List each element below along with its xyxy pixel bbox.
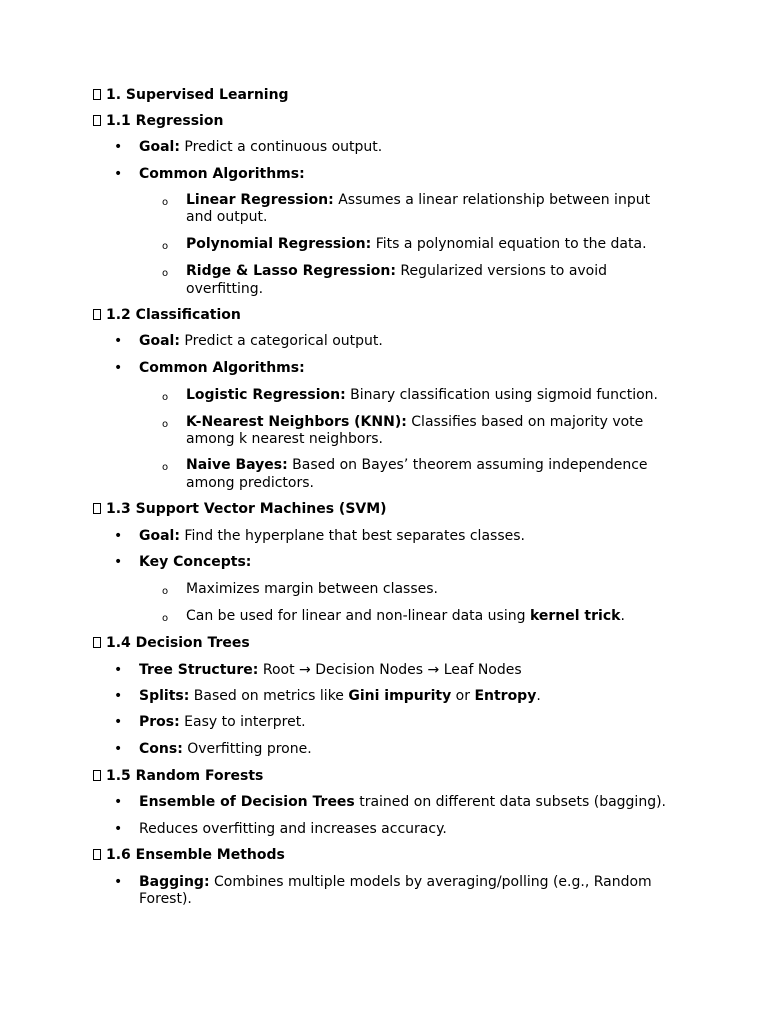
section-heading: 1.6 Ensemble Methods bbox=[93, 847, 285, 864]
missing-glyph-icon bbox=[93, 309, 101, 320]
list-item: Linear Regression: Assumes a linear relationship between input bbox=[186, 192, 651, 208]
missing-glyph-icon bbox=[93, 849, 101, 860]
list-item: K-Nearest Neighbors (KNN): Classifies based on majority vote bbox=[186, 414, 644, 430]
list-item-continuation: Forest). bbox=[139, 891, 192, 907]
bullet-icon bbox=[114, 741, 122, 758]
sub-bullet-icon bbox=[162, 610, 168, 627]
bullet-icon bbox=[114, 794, 122, 811]
list-item: Goal: Predict a categorical output. bbox=[139, 333, 383, 349]
bullet-icon bbox=[114, 874, 122, 891]
list-item: Ensemble of Decision Trees trained on different data subsets (bagging). bbox=[139, 794, 666, 810]
bullet-icon bbox=[114, 688, 122, 705]
list-item: Cons: Overfitting prone. bbox=[139, 741, 312, 757]
missing-glyph-icon bbox=[93, 770, 101, 781]
list-item: Common Algorithms: bbox=[139, 166, 305, 182]
bullet-icon bbox=[114, 333, 122, 350]
bullet-icon bbox=[114, 821, 122, 838]
section-heading: 1.1 Regression bbox=[93, 113, 223, 130]
list-item: Ridge & Lasso Regression: Regularized versions to avoid bbox=[186, 263, 608, 279]
list-item: Goal: Predict a continuous output. bbox=[139, 139, 383, 155]
sub-bullet-icon bbox=[162, 459, 168, 476]
list-item: Logistic Regression: Binary classification using sigmoid function. bbox=[186, 387, 659, 403]
list-item: Polynomial Regression: Fits a polynomial equation to the data. bbox=[186, 236, 647, 252]
list-item: Common Algorithms: bbox=[139, 360, 305, 376]
section-heading: 1.5 Random Forests bbox=[93, 768, 263, 785]
bullet-icon bbox=[114, 139, 122, 156]
list-item-continuation: among predictors. bbox=[186, 475, 314, 491]
missing-glyph-icon bbox=[93, 637, 101, 648]
section-heading: 1.4 Decision Trees bbox=[93, 635, 250, 652]
bullet-icon bbox=[114, 528, 122, 545]
list-item: Splits: Based on metrics like Gini impurity or Entropy. bbox=[139, 688, 541, 704]
list-item: Maximizes margin between classes. bbox=[186, 581, 438, 597]
sub-bullet-icon bbox=[162, 265, 168, 282]
list-item-continuation: overfitting. bbox=[186, 281, 264, 297]
missing-glyph-icon bbox=[93, 115, 101, 126]
sub-bullet-icon bbox=[162, 416, 168, 433]
list-item: Key Concepts: bbox=[139, 554, 252, 570]
bullet-icon bbox=[114, 714, 122, 731]
list-item: Goal: Find the hyperplane that best separates classes. bbox=[139, 528, 525, 544]
list-item: Reduces overfitting and increases accuracy. bbox=[139, 821, 447, 837]
list-item: Pros: Easy to interpret. bbox=[139, 714, 306, 730]
section-heading: 1.3 Support Vector Machines (SVM) bbox=[93, 501, 387, 518]
sub-bullet-icon bbox=[162, 194, 168, 211]
list-item: Bagging: Combines multiple models by averaging/polling (e.g., Random bbox=[139, 874, 652, 890]
bullet-icon bbox=[114, 360, 122, 377]
sub-bullet-icon bbox=[162, 238, 168, 255]
sub-bullet-icon bbox=[162, 389, 168, 406]
list-item: Tree Structure: Root → Decision Nodes → Leaf Nodes bbox=[139, 662, 522, 678]
section-heading: 1.2 Classification bbox=[93, 307, 241, 324]
list-item-continuation: and output. bbox=[186, 209, 268, 225]
section-heading: 1. Supervised Learning bbox=[93, 87, 289, 104]
bullet-icon bbox=[114, 662, 122, 679]
missing-glyph-icon bbox=[93, 503, 101, 514]
missing-glyph-icon bbox=[93, 89, 101, 100]
list-item: Naive Bayes: Based on Bayes’ theorem assuming independence bbox=[186, 457, 648, 473]
list-item-continuation: among k nearest neighbors. bbox=[186, 431, 383, 447]
sub-bullet-icon bbox=[162, 583, 168, 600]
bullet-icon bbox=[114, 166, 122, 183]
bullet-icon bbox=[114, 554, 122, 571]
list-item: Can be used for linear and non-linear data using kernel trick. bbox=[186, 608, 625, 624]
